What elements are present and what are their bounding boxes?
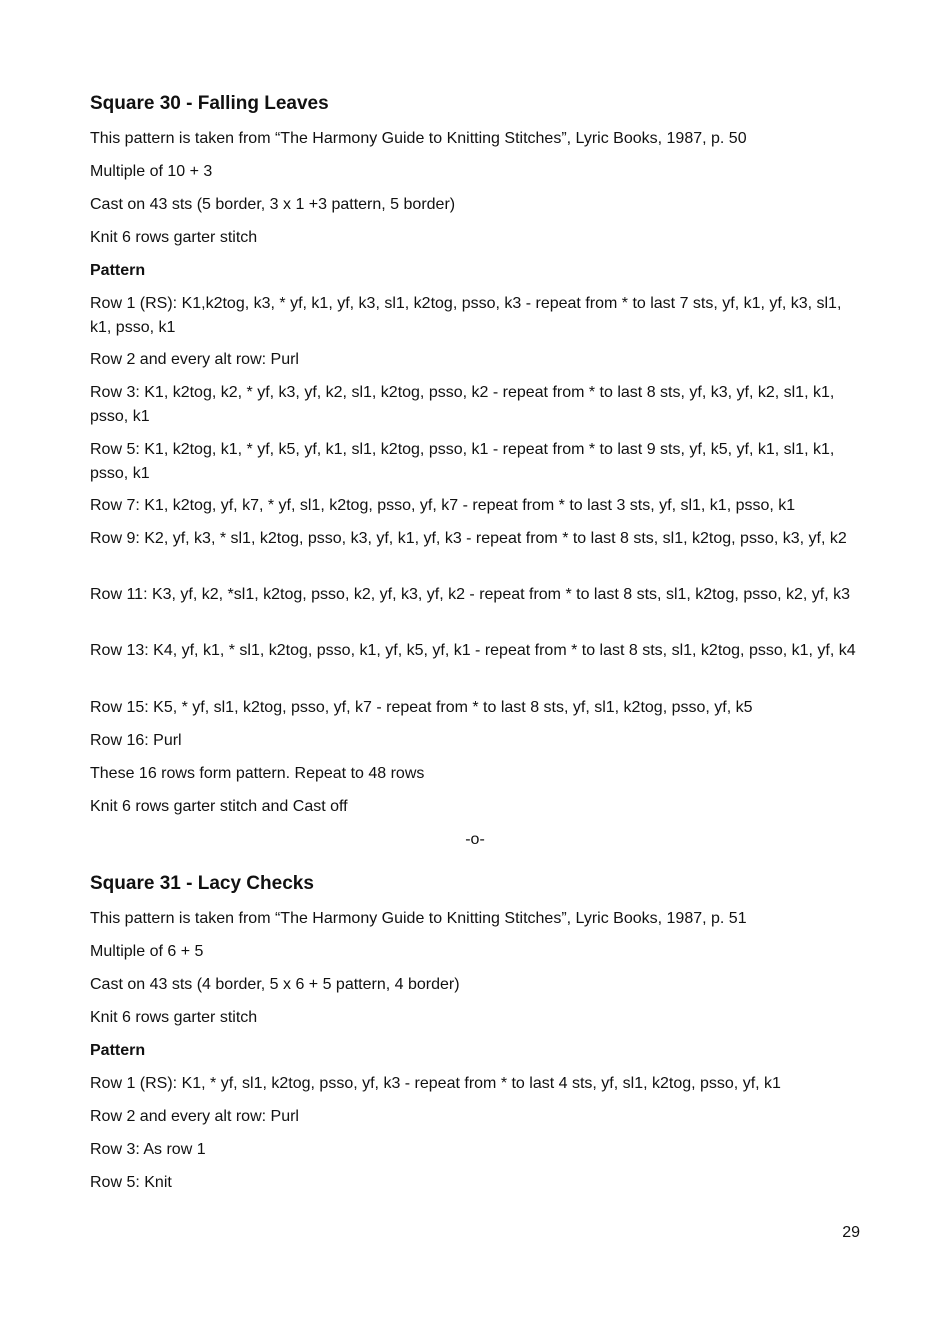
square-30-row-7: Row 7: K1, k2tog, yf, k7, * yf, sl1, k2tog, psso, yf, k7 - repeat from * to last 3 sts, yf, sl1, k1, psso, k1 xyxy=(90,497,796,514)
square-31-row-5: Row 5: Knit xyxy=(90,1174,172,1191)
square-31-title: Square 31 - Lacy Checks xyxy=(90,873,314,894)
page-number: 29 xyxy=(842,1224,860,1241)
square-30-row-2: Row 2 and every alt row: Purl xyxy=(90,351,299,368)
square-31-cast-on: Cast on 43 sts (4 border, 5 x 6 + 5 pattern, 4 border) xyxy=(90,976,460,993)
square-30-row-1: Row 1 (RS): K1,k2tog, k3, * yf, k1, yf, k3, sl1, k2tog, psso, k3 - repeat from * to last 7 sts, yf, k1, yf, k3, sl1, k1, psso, k1 xyxy=(90,295,842,336)
square-30-row-13: Row 13: K4, yf, k1, * sl1, k2tog, psso, k1, yf, k5, yf, k1 - repeat from * to last 8 sts, sl1, k2tog, psso, k1, yf, k4 xyxy=(90,642,856,659)
square-30-row-3: Row 3: K1, k2tog, k2, * yf, k3, yf, k2, sl1, k2tog, psso, k2 - repeat from * to last 8 sts, yf, k3, yf, k2, sl1, k1, psso, k1 xyxy=(90,384,835,425)
square-30-multiple: Multiple of 10 + 3 xyxy=(90,163,213,180)
square-30-cast-on: Cast on 43 sts (5 border, 3 x 1 +3 pattern, 5 border) xyxy=(90,196,456,213)
square-30-title: Square 30 - Falling Leaves xyxy=(90,93,329,114)
square-30-row-11: Row 11: K3, yf, k2, *sl1, k2tog, psso, k2, yf, k3, yf, k2 - repeat from * to last 8 sts, sl1, k2tog, psso, k2, yf, k3 xyxy=(90,586,851,603)
square-30-source: This pattern is taken from “The Harmony Guide to Knitting Stitches”, Lyric Books, 1987, p. 50 xyxy=(90,130,747,147)
square-30-finish: Knit 6 rows garter stitch and Cast off xyxy=(90,798,348,815)
section-separator: -o- xyxy=(465,831,485,848)
square-30-row-15: Row 15: K5, * yf, sl1, k2tog, psso, yf, k7 - repeat from * to last 8 sts, yf, sl1, k2tog, psso, yf, k5 xyxy=(90,699,753,716)
square-31-source: This pattern is taken from “The Harmony Guide to Knitting Stitches”, Lyric Books, 1987, p. 51 xyxy=(90,910,747,927)
square-30-row-5: Row 5: K1, k2tog, k1, * yf, k5, yf, k1, sl1, k2tog, psso, k1 - repeat from * to last 9 sts, yf, k5, yf, k1, sl1, k1, psso, k1 xyxy=(90,441,835,482)
square-30-pattern-label: Pattern xyxy=(90,262,146,279)
square-31-row-1: Row 1 (RS): K1, * yf, sl1, k2tog, psso, yf, k3 - repeat from * to last 4 sts, yf, sl1, k2tog, psso, yf, k1 xyxy=(90,1075,781,1092)
square-31-pattern-label: Pattern xyxy=(90,1042,146,1059)
square-30-row-9: Row 9: K2, yf, k3, * sl1, k2tog, psso, k3, yf, k1, yf, k3 - repeat from * to last 8 sts, sl1, k2tog, psso, k3, yf, k2 xyxy=(90,530,847,547)
square-31-row-2: Row 2 and every alt row: Purl xyxy=(90,1108,299,1125)
square-31-multiple: Multiple of 6 + 5 xyxy=(90,943,204,960)
square-31-row-3: Row 3: As row 1 xyxy=(90,1141,206,1158)
square-30-repeat-note: These 16 rows form pattern. Repeat to 48 rows xyxy=(90,765,425,782)
square-31-knit-start: Knit 6 rows garter stitch xyxy=(90,1009,258,1026)
square-30-row-16: Row 16: Purl xyxy=(90,732,182,749)
square-30-knit-start: Knit 6 rows garter stitch xyxy=(90,229,258,246)
